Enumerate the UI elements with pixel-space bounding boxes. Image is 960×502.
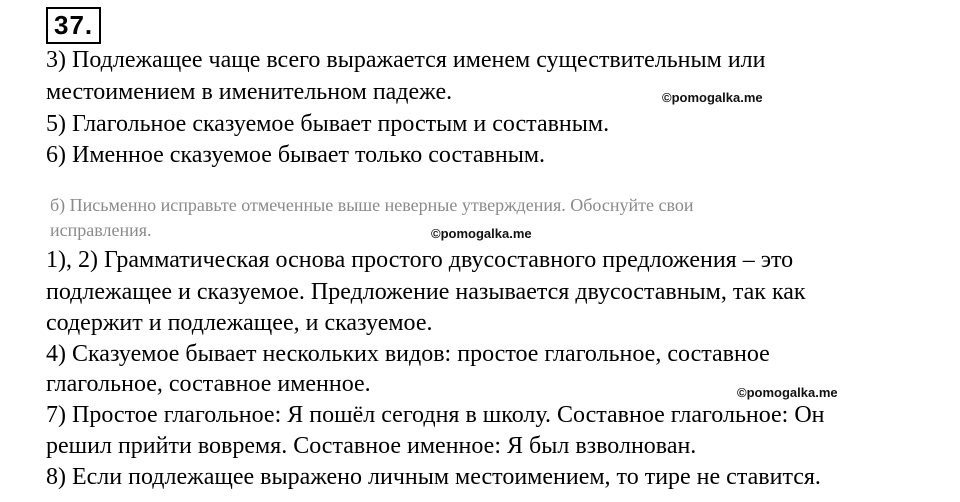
text-line: 7) Простое глагольное: Я пошёл сегодня в школу. Составное глагольное: Он [46, 402, 825, 428]
watermark: ©pomogalka.me [431, 226, 532, 241]
task-number-badge: 37. [46, 7, 101, 44]
task-instruction-line: б) Письменно исправьте отмеченные выше неверные утверждения. Обоснуйте свои [50, 195, 694, 215]
text-line: содержит и подлежащее, и сказуемое. [46, 310, 433, 336]
watermark: ©pomogalka.me [737, 385, 838, 400]
text-line: подлежащее и сказуемое. Предложение называется двусоставным, так как [46, 279, 806, 305]
text-line: 8) Если подлежащее выражено личным местоимением, то тире не ставится. [46, 464, 821, 490]
text-line: 4) Сказуемое бывает нескольких видов: простое глагольное, составное [46, 341, 770, 367]
text-line: решил прийти вовремя. Составное именное: Я был взволнован. [46, 433, 697, 459]
text-line: местоимением в именительном падеже. [46, 79, 453, 105]
text-line: 3) Подлежащее чаще всего выражается именем существительным или [46, 47, 766, 73]
text-line: 6) Именное сказуемое бывает только составным. [46, 142, 546, 168]
watermark: ©pomogalka.me [662, 90, 763, 105]
text-line: глагольное, составное именное. [46, 371, 371, 397]
task-instruction-line: исправления. [50, 220, 152, 240]
text-line: 5) Глагольное сказуемое бывает простым и составным. [46, 111, 610, 137]
text-line: 1), 2) Грамматическая основа простого двусоставного предложения – это [46, 247, 794, 273]
